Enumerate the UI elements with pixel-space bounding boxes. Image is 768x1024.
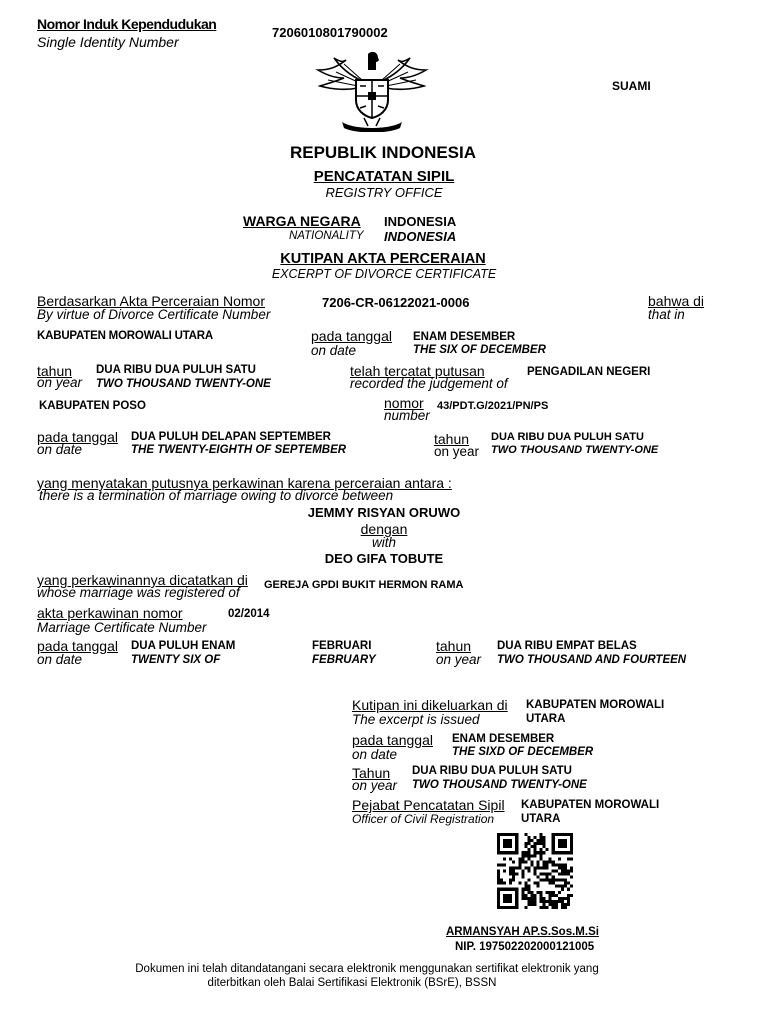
on-date-label: pada tanggal [311,328,392,344]
footer-line-2: diterbitkan oleh Balai Sertifikasi Elektronik (BSrE), BSSN [207,977,497,989]
court-year: DUA RIBU DUA PULUH SATU [491,431,644,443]
on-date-label-3: pada tanggal [37,638,118,654]
nationality-value: INDONESIA [384,214,457,229]
nik-label: Nomor Induk Kependudukan [37,16,217,32]
number-label: nomor [384,395,424,411]
based-on-label: Berdasarkan Akta Perceraian Nomor [37,293,265,309]
recorded-label-en: recorded the judgement of [350,376,508,391]
issued-date-en: THE SIXD OF DECEMBER [452,746,594,758]
marriage-cert-label: akta perkawinan nomor [37,605,183,621]
church-name: GEREJA GPDI BUKIT HERMON RAMA [264,579,464,591]
judgement-year: DUA RIBU DUA PULUH SATU [96,364,256,376]
on-date-label-2-en: on date [37,442,83,457]
signer-name: ARMANSYAH AP.S.Sos.M.Si [446,926,599,938]
qr-code-icon [497,833,573,909]
statement-text: yang menyatakan putusnya perkawinan karena perceraian antara : [37,475,452,491]
issued-place-line2: UTARA [526,713,566,725]
nationality-value-en: INDONESIA [384,229,457,244]
marriage-year-en: TWO THOUSAND AND FOURTEEN [497,654,687,666]
judgement-date: ENAM DESEMBER [413,331,516,343]
nationality-label-en: NATIONALITY [289,230,364,242]
year-label-en: on year [37,375,83,390]
statement-text-en: there is a termination of marriage owing to divorce between [39,488,394,503]
marriage-day: DUA PULUH ENAM [131,640,236,652]
party-one-name: JEMMY RISYAN ORUWO [307,505,461,520]
judgement-date-en: THE SIX OF DECEMBER [413,344,546,356]
place-value: KABUPATEN MOROWALI UTARA [37,330,213,342]
nik-value: 7206010801790002 [272,25,388,40]
court-name: PENGADILAN NEGERI [527,366,651,378]
officer-place-line2: UTARA [521,813,561,825]
issued-year-label: Tahun [352,765,391,781]
that-in-label: bahwa di [648,293,705,309]
marriage-cert-number: 02/2014 [228,608,270,620]
court-date: DUA PULUH DELAPAN SEPTEMBER [131,431,331,443]
court-date-en: THE TWENTY-EIGHTH OF SEPTEMBER [131,444,347,456]
registered-label: yang perkawinannya dicatatkan di [37,572,248,588]
year-label-3: tahun [436,638,472,654]
year-label: tahun [37,363,73,379]
issued-date: ENAM DESEMBER [452,733,555,745]
issued-place-line1: KABUPATEN MOROWALI [526,699,665,711]
issued-on-date-label-en: on date [352,747,398,762]
marriage-month-en: FEBRUARY [312,654,376,666]
country-title: REPUBLIK INDONESIA [289,143,477,162]
document-title: KUTIPAN AKTA PERCERAIAN [280,251,486,267]
footer-line-1: Dokumen ini telah ditandatangani secara elektronik menggunakan sertifikat elektronik yang [135,963,599,975]
on-date-label-2: pada tanggal [37,429,118,445]
issued-year-label-en: on year [352,778,398,793]
on-date-label-en: on date [311,343,357,358]
officer-label-en: Officer of Civil Registration [352,812,495,826]
issued-on-date-label: pada tanggal [352,732,433,748]
marriage-year: DUA RIBU EMPAT BELAS [497,640,637,652]
officer-label: Pejabat Pencatatan Sipil [352,797,505,813]
nationality-label: WARGA NEGARA [243,213,361,229]
officer-place-line1: KABUPATEN MOROWALI [521,799,660,811]
with-label: dengan [360,521,408,537]
marriage-cert-label-en: Marriage Certificate Number [37,620,207,635]
issued-year-en: TWO THOUSAND TWENTY-ONE [412,779,587,791]
judgement-year-en: TWO THOUSAND TWENTY-ONE [96,378,271,390]
on-date-label-3-en: on date [37,652,83,667]
garuda-emblem-icon [314,50,430,132]
signer-nip: NIP. 197502202000121005 [455,941,595,953]
document-title-en: EXCERPT OF DIVORCE CERTIFICATE [271,267,497,281]
recorded-label: telah tercatat putusan [350,363,485,379]
office-title-en: REGISTRY OFFICE [325,185,443,200]
year-label-3-en: on year [436,652,482,667]
marriage-month: FEBRUARI [312,640,372,652]
that-in-label-en: that in [648,307,685,322]
court-year-en: TWO THOUSAND TWENTY-ONE [491,444,659,456]
court-place: KABUPATEN POSO [39,400,146,412]
year-label-2-en: on year [434,444,480,459]
registered-label-en: whose marriage was registered of [37,585,240,600]
party-role: SUAMI [612,79,651,93]
nik-label-en: Single Identity Number [37,34,179,50]
divorce-cert-number: 7206-CR-06122021-0006 [322,295,470,310]
issued-label-en: The excerpt is issued [352,712,480,727]
marriage-day-en: TWENTY SIX OF [131,654,221,666]
party-two-name: DEO GIFA TOBUTE [324,551,444,566]
office-title: PENCATATAN SIPIL [313,168,455,185]
year-label-2: tahun [434,431,470,447]
issued-label: Kutipan ini dikeluarkan di [352,697,508,713]
with-label-en: with [371,535,396,550]
number-label-en: number [384,408,430,423]
court-number: 43/PDT.G/2021/PN/PS [437,400,549,412]
based-on-label-en: By virtue of Divorce Certificate Number [37,307,271,322]
issued-year: DUA RIBU DUA PULUH SATU [412,765,572,777]
